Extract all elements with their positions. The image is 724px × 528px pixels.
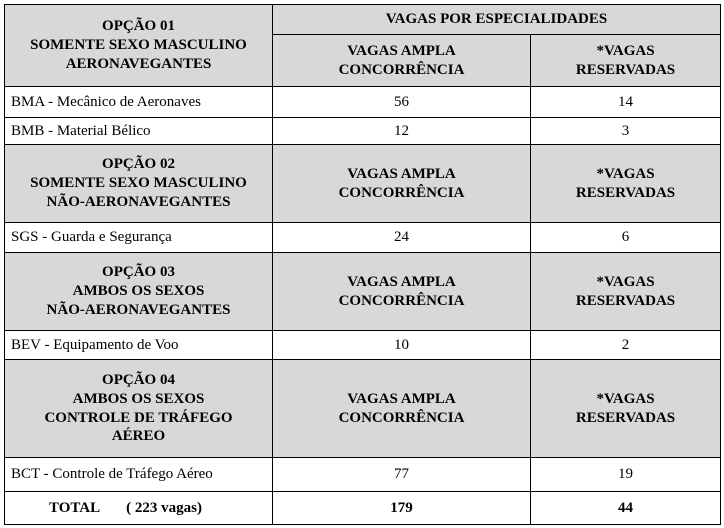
vagas-reservadas-header: *VAGAS RESERVADAS <box>531 35 721 87</box>
ampla-value: 77 <box>273 458 531 492</box>
specialty-name: BCT - Controle de Tráfego Aéreo <box>5 458 273 492</box>
total-ampla: 179 <box>273 492 531 525</box>
vagas-reservadas-header: *VAGAS RESERVADAS <box>531 145 721 223</box>
option-03-header: OPÇÃO 03 AMBOS OS SEXOS NÃO-AERONAVEGANTES <box>5 253 273 331</box>
option-02-header: OPÇÃO 02 SOMENTE SEXO MASCULINO NÃO-AERONAVEGANTES <box>5 145 273 223</box>
reservadas-value: 2 <box>531 331 721 360</box>
ampla-concorrencia-header: VAGAS AMPLA CONCORRÊNCIA <box>273 360 531 458</box>
ampla-value: 56 <box>273 87 531 118</box>
reservadas-value: 6 <box>531 223 721 253</box>
table-row <box>5 118 721 145</box>
ampla-concorrencia-header: VAGAS AMPLA CONCORRÊNCIA <box>273 253 531 331</box>
vagas-por-especialidades-header: VAGAS POR ESPECIALIDADES <box>273 5 721 35</box>
total-row <box>5 492 721 525</box>
total-label <box>5 492 273 525</box>
vagas-reservadas-header: *VAGAS RESERVADAS <box>531 360 721 458</box>
table-row <box>5 87 721 118</box>
table-row <box>5 223 721 253</box>
ampla-concorrencia-header: VAGAS AMPLA CONCORRÊNCIA <box>273 145 531 223</box>
ampla-concorrencia-header: VAGAS AMPLA CONCORRÊNCIA <box>273 35 531 87</box>
table-row <box>5 331 721 360</box>
reservadas-value: 3 <box>531 118 721 145</box>
total-reservadas: 44 <box>531 492 721 525</box>
option-04-header: OPÇÃO 04 AMBOS OS SEXOS CONTROLE DE TRÁFEGO AÉREO <box>5 360 273 458</box>
table-row <box>5 458 721 492</box>
specialty-name: SGS - Guarda e Segurança <box>5 223 273 253</box>
vagas-reservadas-header: *VAGAS RESERVADAS <box>531 253 721 331</box>
ampla-value: 12 <box>273 118 531 145</box>
vagas-table <box>4 4 721 525</box>
reservadas-value: 14 <box>531 87 721 118</box>
total-text: TOTAL <box>49 499 101 516</box>
ampla-value: 24 <box>273 223 531 253</box>
option-01-header: OPÇÃO 01 SOMENTE SEXO MASCULINO AERONAVEGANTES <box>5 5 273 87</box>
specialty-name: BMB - Material Bélico <box>5 118 273 145</box>
specialty-name: BEV - Equipamento de Voo <box>5 331 273 360</box>
specialty-name: BMA - Mecânico de Aeronaves <box>5 87 273 118</box>
reservadas-value: 19 <box>531 458 721 492</box>
total-vagas: ( 223 vagas) <box>126 499 202 516</box>
ampla-value: 10 <box>273 331 531 360</box>
